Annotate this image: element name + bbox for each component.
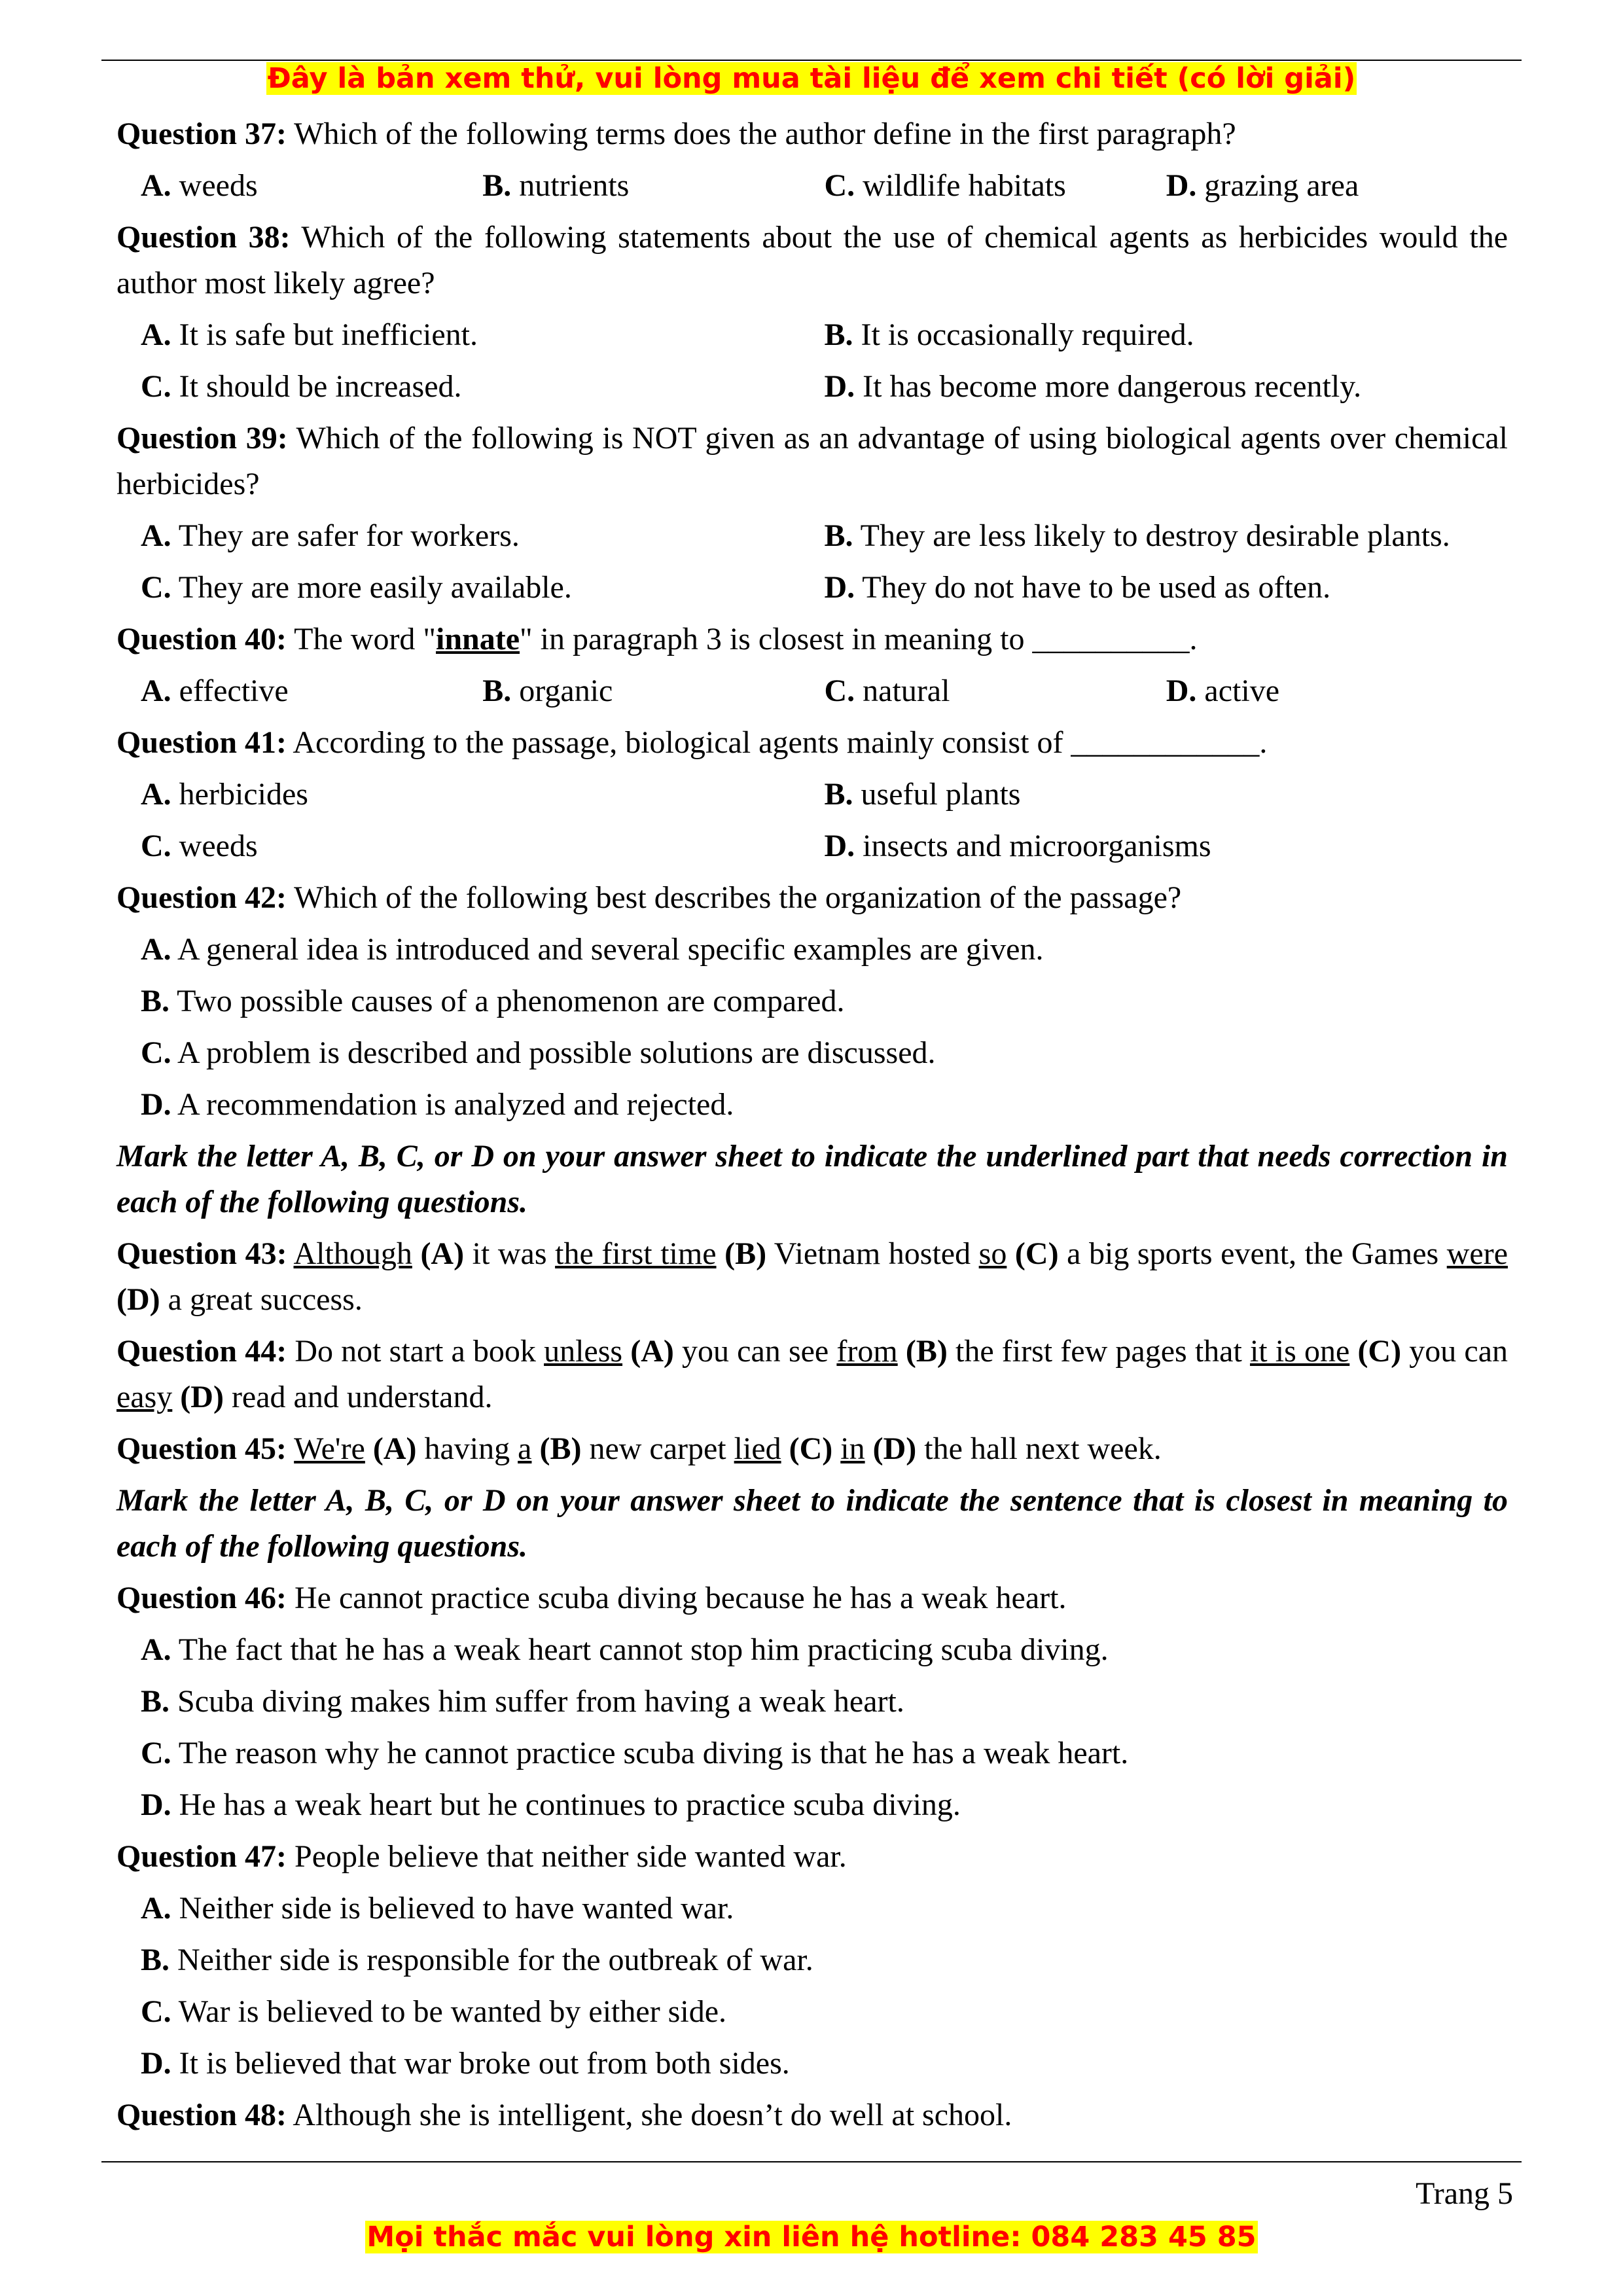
- options-41-row1: [116, 772, 1508, 817]
- option-c: C. It should be increased.: [141, 369, 462, 404]
- option-d: D. insects and microorganisms: [824, 829, 1211, 863]
- option-c: C. A problem is described and possible solutions are discussed.: [141, 1035, 936, 1070]
- question-39: [116, 416, 1508, 507]
- option-b: B. organic: [482, 673, 613, 708]
- option-d: D. A recommendation is analyzed and rejected.: [141, 1087, 734, 1122]
- option-b: B. Scuba diving makes him suffer from having a weak heart.: [141, 1684, 904, 1719]
- options-41-row2: [116, 823, 1508, 869]
- question-label: Question 43:: [116, 1236, 287, 1271]
- question-label: Question 38:: [116, 220, 291, 255]
- question-text: He cannot practice scuba diving because he has a weak heart.: [287, 1581, 1067, 1615]
- question-label: Question 44:: [116, 1334, 287, 1369]
- option-a: A. weeds: [141, 168, 258, 203]
- question-text: People believe that neither side wanted war.: [287, 1839, 847, 1874]
- question-47: [116, 1834, 1508, 1880]
- question-label: Question 39:: [116, 421, 288, 456]
- option-b: B. Neither side is responsible for the outbreak of war.: [141, 1943, 813, 1977]
- option-b: B. They are less likely to destroy desirable plants.: [824, 518, 1450, 553]
- option-d: D. active: [1166, 673, 1280, 708]
- question-label: Question 42:: [116, 880, 287, 915]
- hotline-notice: [0, 2217, 1623, 2257]
- question-label: Question 41:: [116, 725, 287, 760]
- question-text: Which of the following is NOT given as an advantage of using biological agents over chemical herbicides?: [116, 421, 1508, 501]
- question-40: Question 40: The word "innate" in paragraph 3 is closest in meaning to __________.: [116, 622, 1198, 656]
- options-39-row2: [116, 565, 1508, 611]
- preview-notice: [0, 59, 1623, 98]
- option-c: C. wildlife habitats: [824, 168, 1066, 203]
- question-44: Question 44: Do not start a book unless (A) you can see from (B) the first few pages that it is one (C) you can easy (D) read and understand.: [116, 1334, 1508, 1414]
- option-b: B. It is occasionally required.: [824, 317, 1194, 352]
- option-a: A. A general idea is introduced and several specific examples are given.: [141, 932, 1044, 967]
- question-46: [116, 1575, 1508, 1621]
- option-d: D. grazing area: [1166, 168, 1359, 203]
- question-text: Which of the following best describes the organization of the passage?: [287, 880, 1182, 915]
- question-41: [116, 720, 1508, 766]
- question-45: Question 45: We're (A) having a (B) new carpet lied (C) in (D) the hall next week.: [116, 1431, 1162, 1466]
- questions-body: [116, 111, 1508, 2144]
- options-40: [116, 668, 1508, 714]
- options-38-row2: [116, 364, 1508, 410]
- question-37: [116, 111, 1508, 157]
- option-a: A. The fact that he has a weak heart cannot stop him practicing scuba diving.: [141, 1632, 1109, 1667]
- question-label: Question 45:: [116, 1431, 287, 1466]
- option-a: A. It is safe but inefficient.: [141, 317, 478, 352]
- question-text: Which of the following terms does the author define in the first paragraph?: [287, 117, 1236, 151]
- question-text: Which of the following statements about the use of chemical agents as herbicides would the author most likely agree?: [116, 220, 1508, 300]
- option-d: D. They do not have to be used as often.: [824, 570, 1331, 605]
- question-label: Question 46:: [116, 1581, 287, 1615]
- section-instruction-error-identification: Mark the letter A, B, C, or D on your answer sheet to indicate the underlined part that needs correction in each of the following questions.: [116, 1139, 1508, 1219]
- option-d: D. It is believed that war broke out from both sides.: [141, 2046, 790, 2081]
- page-number: Trang 5: [1416, 2176, 1513, 2211]
- options-39-row1: [116, 513, 1508, 559]
- option-b: B. nutrients: [482, 168, 630, 203]
- options-37: [116, 163, 1508, 209]
- option-c: C. War is believed to be wanted by either side.: [141, 1994, 726, 2029]
- question-text: According to the passage, biological agents mainly consist of ____________.: [287, 725, 1268, 760]
- option-b: B. useful plants: [824, 777, 1021, 812]
- keyword-innate: innate: [436, 622, 520, 656]
- option-a: A. Neither side is believed to have wanted war.: [141, 1891, 734, 1926]
- option-c: C. They are more easily available.: [141, 570, 572, 605]
- question-label: Question 47:: [116, 1839, 287, 1874]
- question-42: [116, 875, 1508, 921]
- option-b: B. Two possible causes of a phenomenon are compared.: [141, 984, 845, 1018]
- question-38: [116, 215, 1508, 306]
- preview-notice-text: Đây là bản xem thử, vui lòng mua tài liệu để xem chi tiết (có lời giải): [267, 62, 1356, 95]
- section-instruction-closest-meaning: Mark the letter A, B, C, or D on your answer sheet to indicate the sentence that is closest in meaning to each of the following questions.: [116, 1483, 1508, 1564]
- question-43: Question 43: Although (A) it was the first time (B) Vietnam hosted so (C) a big sports event, the Games were (D) a great success.: [116, 1236, 1508, 1317]
- option-c: C. The reason why he cannot practice scuba diving is that he has a weak heart.: [141, 1736, 1129, 1770]
- option-c: C. natural: [824, 673, 950, 708]
- question-label: Question 48:: [116, 2098, 287, 2132]
- question-48: [116, 2092, 1508, 2138]
- option-a: A. herbicides: [141, 777, 308, 812]
- footer-rule: [101, 2161, 1522, 2162]
- option-c: C. weeds: [141, 829, 258, 863]
- option-a: A. effective: [141, 673, 289, 708]
- question-label: Question 37:: [116, 117, 287, 151]
- option-d: D. He has a weak heart but he continues to practice scuba diving.: [141, 1787, 961, 1822]
- question-label: Question 40:: [116, 622, 287, 656]
- option-a: A. They are safer for workers.: [141, 518, 520, 553]
- option-d: D. It has become more dangerous recently.: [824, 369, 1362, 404]
- question-text: Although she is intelligent, she doesn’t do well at school.: [287, 2098, 1012, 2132]
- options-38-row1: [116, 312, 1508, 358]
- hotline-text: Mọi thắc mắc vui lòng xin liên hệ hotline: 084 283 45 85: [366, 2221, 1257, 2253]
